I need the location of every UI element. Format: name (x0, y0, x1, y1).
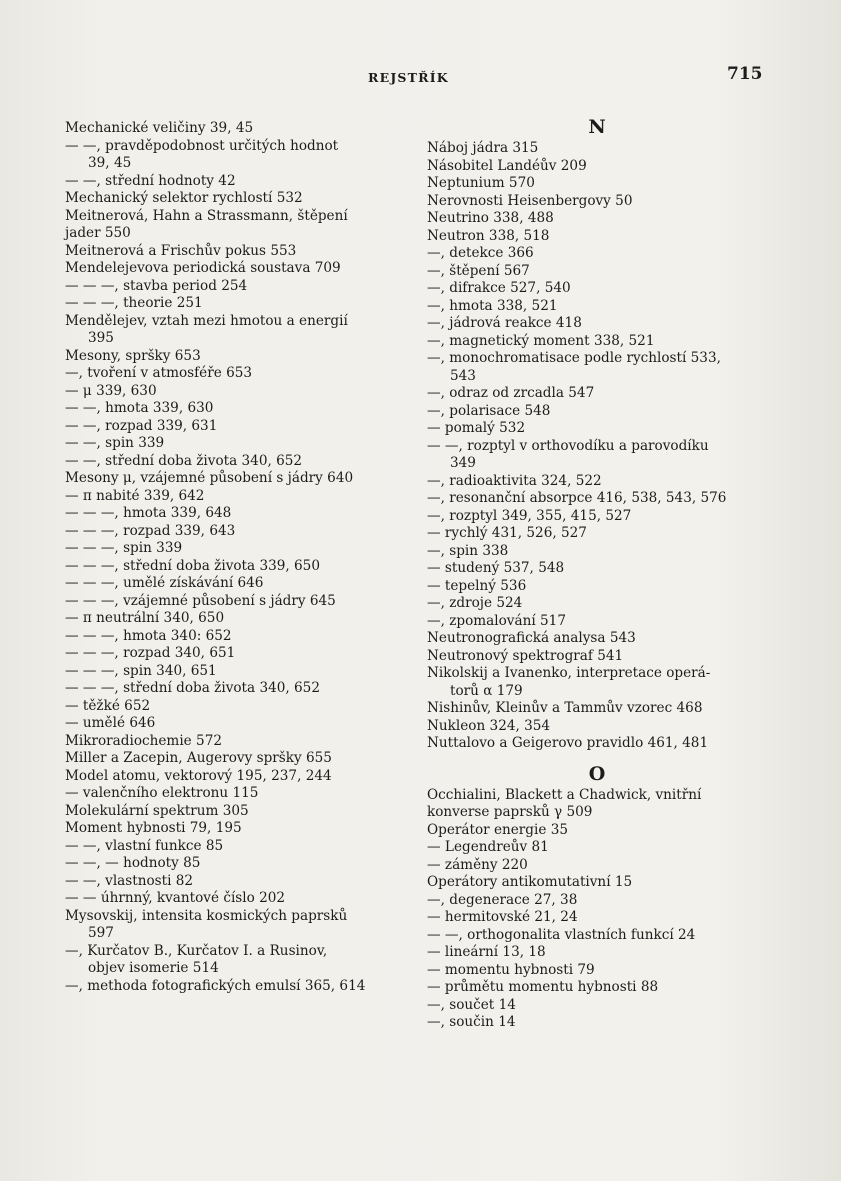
index-entry: Mechanický selektor rychlostí 532 (65, 190, 303, 206)
index-entry: Nikolskij a Ivanenko, interpretace operá- (427, 665, 711, 681)
section-letter-o: O (588, 762, 606, 785)
index-entry: —, Kurčatov B., Kurčatov I. a Rusinov, (65, 942, 328, 959)
index-entry: —, součin 14 (427, 1014, 516, 1030)
index-entry: — — —, střední doba života 339, 650 (65, 557, 320, 574)
index-entry: — umělé 646 (65, 715, 156, 731)
index-entry: — —, střední doba života 340, 652 (65, 452, 303, 469)
index-entry: — —, pravděpodobnost určitých hodnot (65, 137, 339, 154)
index-entry: torů α 179 (450, 682, 523, 699)
index-entry: —, zdroje 524 (427, 595, 523, 611)
index-entry: —, rozptyl 349, 355, 415, 527 (427, 507, 632, 524)
running-title: REJSTŘÍK (368, 70, 449, 85)
index-entry: — — úhrnný, kvantové číslo 202 (65, 890, 286, 906)
index-entry: —, magnetický moment 338, 521 (427, 332, 655, 349)
index-entry: — záměny 220 (427, 856, 528, 873)
index-entry: — — —, střední doba života 340, 652 (65, 680, 320, 696)
index-entry: — studený 537, 548 (427, 560, 565, 576)
index-entry: — — —, spin 340, 651 (65, 662, 217, 679)
index-entry: — — —, spin 339 (65, 540, 183, 556)
index-entry: — μ 339, 630 (65, 382, 157, 399)
index-entry: — —, hmota 339, 630 (65, 400, 214, 416)
index-entry: Mesony, spršky 653 (65, 347, 201, 364)
index-entry: Náboj jádra 315 (427, 140, 539, 156)
index-entry: Nuttalovo a Geigerovo pravidlo 461, 481 (427, 735, 709, 751)
index-entry: Neptunium 570 (427, 175, 535, 191)
index-entry: — — —, stavba period 254 (65, 277, 248, 294)
index-entry: —, spin 338 (427, 542, 509, 559)
index-entry: — —, střední hodnoty 42 (65, 172, 236, 189)
index-entry: Neutron 338, 518 (427, 227, 550, 244)
index-entry: — — —, hmota 340: 652 (65, 627, 232, 644)
index-entry: Miller a Zacepin, Augerovy spršky 655 (65, 750, 332, 766)
index-entry: objev isomerie 514 (88, 960, 219, 976)
index-entry: — těžké 652 (65, 697, 151, 714)
index-entry: Meitnerová, Hahn a Strassmann, štěpení (65, 207, 348, 224)
index-entry: —, methoda fotografických emulsí 365, 614 (65, 977, 366, 994)
index-entry: —, polarisace 548 (427, 402, 551, 419)
index-entry: — lineární 13, 18 (427, 944, 546, 960)
index-entry: —, resonanční absorpce 416, 538, 543, 576 (427, 490, 727, 506)
index-entry: Mendělejev, vztah mezi hmotou a energií (65, 312, 348, 329)
index-entry: — — —, rozpad 339, 643 (65, 522, 236, 539)
section-letter-n: N (588, 116, 606, 138)
index-entry: Neutronový spektrograf 541 (427, 647, 624, 664)
index-entry: —, součet 14 (427, 996, 516, 1013)
index-entry: Meitnerová a Frischův pokus 553 (65, 242, 297, 259)
index-entry: — —, spin 339 (65, 435, 165, 451)
index-entry: Mesony μ, vzájemné působení s jádry 640 (65, 470, 354, 486)
index-entry: — pomalý 532 (427, 420, 526, 436)
index-entry: — rychlý 431, 526, 527 (427, 525, 587, 541)
index-entry: Nukleon 324, 354 (427, 717, 551, 734)
index-entry: Occhialini, Blackett a Chadwick, vnitřní (427, 786, 702, 803)
index-entry: —, tvoření v atmosféře 653 (65, 365, 253, 381)
index-entry: Mechanické veličiny 39, 45 (65, 120, 254, 136)
index-entry: — tepelný 536 (427, 577, 527, 594)
index-entry: Násobitel Landéův 209 (427, 157, 587, 174)
index-entry: — —, vlastní funkce 85 (65, 837, 224, 854)
index-entry: —, monochromatisace podle rychlostí 533, (427, 350, 721, 366)
index-entry: — Legendreův 81 (427, 839, 549, 855)
index-entry: —, odraz od zrcadla 547 (427, 385, 595, 401)
index-entry: —, hmota 338, 521 (427, 297, 558, 314)
index-entry: — π neutrální 340, 650 (65, 610, 225, 626)
index-entry: — —, vlastnosti 82 (65, 872, 194, 889)
index-entry: — —, orthogonalita vlastních funkcí 24 (427, 926, 696, 943)
index-entry: — — —, umělé získávání 646 (65, 575, 264, 591)
index-entry: Moment hybnosti 79, 195 (65, 820, 242, 836)
index-entry: — — —, vzájemné působení s jádry 645 (65, 592, 336, 609)
index-entry: 395 (88, 330, 114, 346)
index-entry: — — —, rozpad 340, 651 (65, 645, 236, 661)
index-entry: —, jádrová reakce 418 (427, 315, 582, 331)
index-entry: konverse paprsků γ 509 (427, 804, 593, 820)
index-column-right (427, 116, 767, 1032)
section-o-entries (427, 787, 767, 1032)
index-entry: — —, — hodnoty 85 (65, 855, 201, 871)
index-entry: jader 550 (65, 225, 131, 241)
index-entry: —, zpomalování 517 (427, 612, 566, 629)
index-entry: — momentu hybnosti 79 (427, 961, 595, 978)
index-entry: — — —, theorie 251 (65, 295, 203, 311)
index-entry: —, degenerace 27, 38 (427, 891, 578, 908)
index-entry: Operátor energie 35 (427, 821, 569, 838)
index-entry: Neutrino 338, 488 (427, 210, 554, 226)
index-entry: Operátory antikomutativní 15 (427, 874, 633, 890)
index-entry: Neutronografická analysa 543 (427, 630, 636, 646)
index-entry: Model atomu, vektorový 195, 237, 244 (65, 767, 332, 784)
page-number: 715 (727, 64, 763, 84)
index-entry: — hermitovské 21, 24 (427, 909, 578, 925)
index-entry: — valenčního elektronu 115 (65, 785, 259, 801)
index-entry: 349 (450, 455, 476, 471)
index-entry: — průmětu momentu hybnosti 88 (427, 979, 659, 995)
index-entry: — — —, hmota 339, 648 (65, 505, 232, 521)
index-entry: 543 (450, 367, 476, 384)
index-entry: — —, rozptyl v orthovodíku a parovodíku (427, 437, 709, 454)
index-entry: 39, 45 (88, 155, 132, 171)
index-entry: — π nabité 339, 642 (65, 487, 205, 504)
index-entry: —, difrakce 527, 540 (427, 280, 571, 296)
index-entry: — —, rozpad 339, 631 (65, 417, 218, 434)
index-entry: Molekulární spektrum 305 (65, 802, 249, 819)
index-entry: —, radioaktivita 324, 522 (427, 472, 602, 489)
index-entry: —, štěpení 567 (427, 262, 530, 279)
section-n-entries (427, 140, 767, 753)
index-entry: Mysovskij, intensita kosmických paprsků (65, 907, 348, 924)
index-entry: —, detekce 366 (427, 245, 534, 261)
index-entry: Nerovnosti Heisenbergovy 50 (427, 192, 633, 209)
index-column-left (65, 120, 413, 995)
index-entry: Mendelejevova periodická soustava 709 (65, 260, 341, 276)
index-entry: 597 (88, 925, 114, 941)
index-entry: Mikroradiochemie 572 (65, 732, 222, 749)
index-entry: Nishinův, Kleinův a Tammův vzorec 468 (427, 700, 703, 716)
